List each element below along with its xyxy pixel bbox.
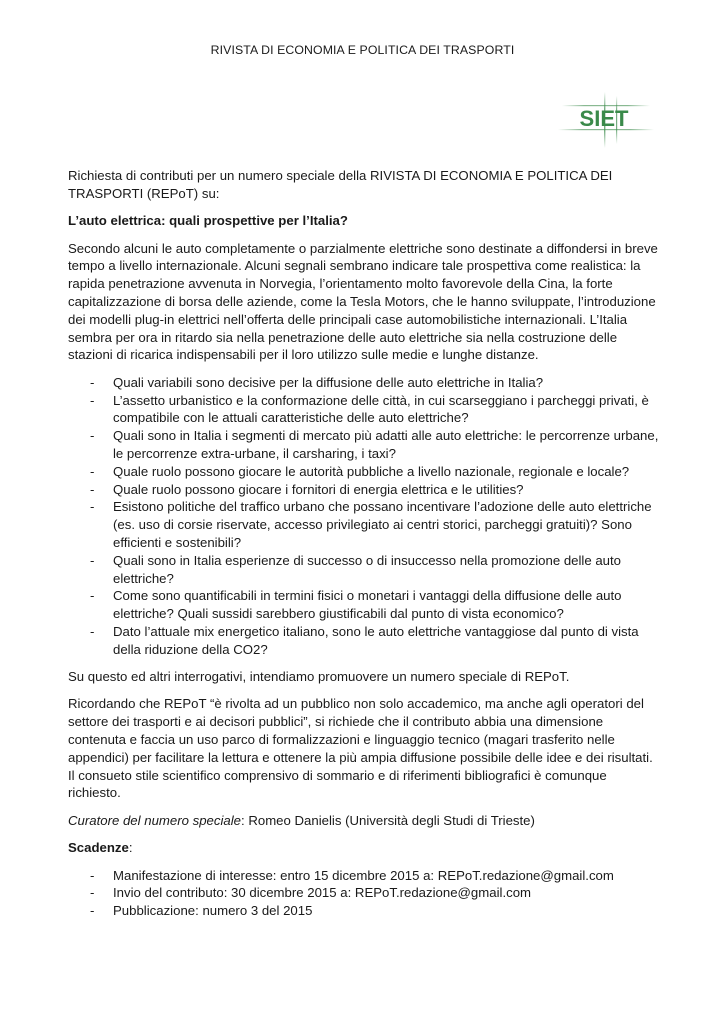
deadlines-separator: : (128, 840, 133, 856)
list-item: - Quale ruolo possono giocare i fornitori di energia elettrica e le utilities? (68, 481, 660, 499)
guidelines-paragraph: Ricordando che REPoT “è rivolta ad un pubblico non solo accademico, ma anche agli operatori del settore dei trasporti e ai decisori pubblici”, si richiede che il contributo abbia una dimensione contenuta e faccia un uso parco di formalizzazioni e linguaggio tecnico (magari trasferito nelle appendici) per facilitare la lettura e ottenere la più ampia diffusione possibile delle idee e dei risultati. Il consueto stile scientifico comprensivo di sommario e di riferimenti bibliografici è comunque richiesto. (68, 696, 653, 801)
list-item: - Come sono quantificabili in termini fisici o monetari i vantaggi della diffusione delle auto elettriche? Quali sussidi sarebbero giustificabili dal punto di vista economico? (68, 587, 660, 623)
context-paragraph: Secondo alcuni le auto completamente o parzialmente elettriche sono destinate a diffondersi in breve tempo a livello internazionale. Alcuni segnali sembrano indicare tale prospettiva come realistica: la rapida penetrazione avvenuta in Norvegia, l’orientamento molto favorevole della Cina, la forte capitalizzazione di borsa delle aziende, come la Tesla Motors, che le hanno sviluppate, l’introduzione dei modelli plug-in elettrici nell’offerta delle principali case automobilistiche internazionali. L’Italia sembra per ora in ritardo sia nella penetrazione delle auto elettriche sia nella costruzione delle stazioni di ricarica indispensabili per il loro utilizzo sulle medie e lunghe distanze. (68, 240, 658, 363)
curator-value: Romeo Danielis (Università degli Studi di Trieste) (244, 812, 535, 828)
deadlines-heading (68, 839, 660, 857)
intro-paragraph: Richiesta di contributi per un numero speciale della RIVISTA DI ECONOMIA E POLITICA DEI TRASPORTI (REPoT) su: (68, 168, 613, 201)
list-item: - L’assetto urbanistico e la conformazione delle città, in cui scarseggiano i parcheggi privati, è compatibile con le attuali caratteristiche delle auto elettriche? (68, 392, 660, 428)
list-item: - Quale ruolo possono giocare le autorità pubbliche a livello nazionale, regionale e locale? (68, 463, 660, 481)
list-item: - Quali sono in Italia esperienze di successo o di insuccesso nella promozione delle auto elettriche? (68, 552, 660, 588)
siet-logo (558, 92, 654, 148)
curator-line (68, 812, 660, 830)
article-title: L’auto elettrica: quali prospettive per l’Italia? (68, 213, 348, 229)
curator-separator: : (241, 812, 245, 828)
list-item: - Esistono politiche del traffico urbano che possano incentivare l’adozione delle auto elettriche (es. uso di corsie riservate, accesso privilegiato ai centri storici, parcheggi gratuiti)? Sono efficienti e sostenibili? (68, 498, 660, 551)
questions-list (68, 374, 660, 659)
deadlines-label: Scadenze (68, 840, 129, 856)
journal-header: RIVISTA DI ECONOMIA E POLITICA DEI TRASPORTI (210, 43, 515, 57)
document-body (68, 167, 660, 930)
list-item: - Quali variabili sono decisive per la diffusione delle auto elettriche in Italia? (68, 374, 660, 392)
list-item: - Quali sono in Italia i segmenti di mercato più adatti alle auto elettriche: le percorrenze urbane, le percorrenze extra-urbane, il carsharing, i taxi? (68, 427, 660, 463)
list-item: - Dato l’attuale mix energetico italiano, sono le auto elettriche vantaggiose dal punto di vista della riduzione della CO2? (68, 623, 660, 659)
list-item: - Invio del contributo: 30 dicembre 2015 a: REPoT.redazione@gmail.com (68, 884, 660, 902)
list-item: - Manifestazione di interesse: entro 15 dicembre 2015 a: REPoT.redazione@gmail.com (68, 867, 660, 885)
curator-label: Curatore del numero speciale (68, 812, 241, 828)
list-item: - Pubblicazione: numero 3 del 2015 (68, 902, 660, 920)
logo-text: SIET (579, 106, 629, 131)
promotion-paragraph: Su questo ed altri interrogativi, intendiamo promuovere un numero speciale di REPoT. (68, 669, 570, 685)
deadlines-list (68, 867, 660, 920)
